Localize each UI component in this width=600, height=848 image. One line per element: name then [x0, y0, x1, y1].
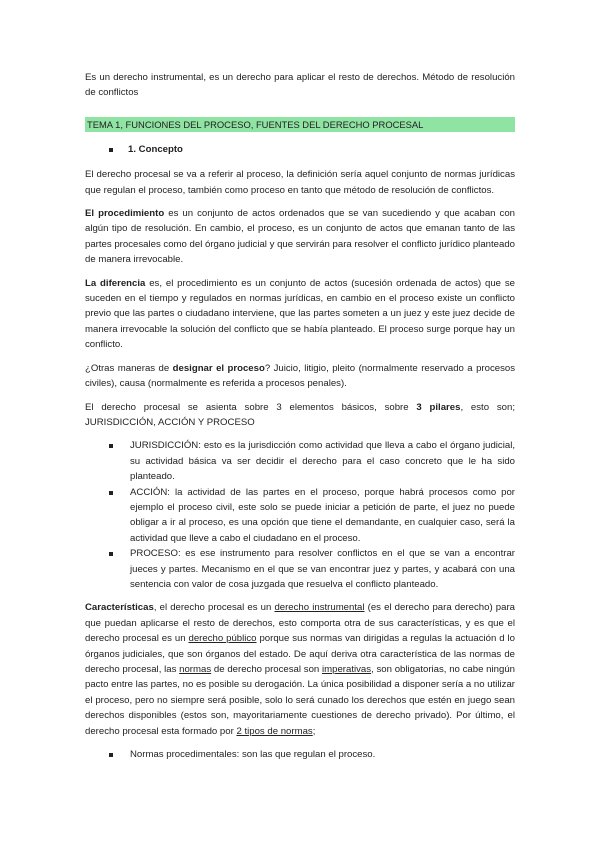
- pillars-list: [85, 438, 515, 592]
- term-diferencia: La diferencia: [85, 277, 146, 289]
- list-item-text: PROCESO: es ese instrumento para resolver conflictos en el que se van a encontrar jueces y partes. Mecanismo en el que se van encontrar juez y partes, y acabará con una sentencia con valor de cosa juzgada que resuelva el conflicto planteado.: [130, 548, 515, 590]
- list-item: [85, 438, 515, 484]
- term-designar: designar el proceso: [172, 362, 265, 374]
- bullet-icon: [109, 142, 116, 149]
- paragraph-text: ? Juicio, litigio, pleito (normalmente reservado a procesos civiles), causa (normalmente es referida a procesos penales).: [85, 362, 515, 390]
- underlined-term: derecho público: [188, 633, 257, 645]
- paragraph-text: El derecho procesal se asienta sobre 3 elementos básicos, sobre: [85, 401, 417, 413]
- list-item-text: ACCIÓN: la actividad de las partes en el proceso, porque habrá procesos como por ejemplo el proceso civil, este solo se puede iniciar a petición de parte, el juez no puede obligar a ir al proceso, es una opción que tiene el demandante, en cualquier caso, será la actividad que lleve a cabo el ciudadano en el proceso.: [130, 486, 515, 544]
- bullet-icon: [109, 485, 116, 492]
- paragraph-caracteristicas: [85, 600, 515, 739]
- document-page: [85, 70, 515, 770]
- underlined-term: 2 tipos de normas: [236, 725, 313, 737]
- tema-heading: TEMA 1, FUNCIONES DEL PROCESO, FUENTES DEL DERECHO PROCESAL: [85, 117, 515, 132]
- list-item: [85, 546, 515, 592]
- paragraph-text: , esto son; JURISDICCIÓN, ACCIÓN Y PROCESO: [85, 401, 515, 428]
- list-item-text: JURISDICCIÓN: esto es la jurisdicción como actividad que lleva a cabo el órgano judicial, su actividad básica va ser decidir el derecho para el caso concreto que le ha sido planteado.: [130, 440, 515, 483]
- paragraph-definicion: El derecho procesal se va a referir al proceso, la definición sería aquel conjunto de normas jurídicas que regulan el proceso, también como proceso en tanto que método de resolución de conflictos.: [85, 169, 515, 196]
- bullet-icon: [109, 546, 116, 553]
- paragraph-text: porque sus normas van dirigidas a regulas la actuación d lo órganos judiciales, que son órganos del estado. De aquí deriva otra característica de las normas de derecho procesal, las: [85, 633, 515, 675]
- paragraph-designar: [85, 361, 515, 392]
- underlined-term: normas: [179, 664, 212, 675]
- paragraph-procedimiento: [85, 206, 515, 268]
- list-item-text: Normas procedimentales: son las que regulan el proceso.: [130, 749, 376, 761]
- paragraph-pilares: [85, 400, 515, 431]
- paragraph-text: (es el derecho para derecho) para que puedan aplicarse el resto de derechos, esto comporta otra de sus características, y es que el derecho procesal es un: [85, 602, 515, 645]
- paragraph-diferencia: [85, 276, 515, 353]
- concepto-item: [85, 142, 515, 157]
- bullet-icon: [109, 438, 116, 445]
- paragraph-text: es un conjunto de actos ordenados que se van sucediendo y que acaban con algún tipo de resolución. En cambio, el proceso, es un conjunto de actos que emanan tanto de las partes procesales como del órgano judicial y que servirán para resolver el conflicto jurídico planteado de manera irrevocable.: [85, 208, 516, 266]
- bullet-icon: [109, 747, 116, 754]
- underlined-term: derecho instrumental: [274, 602, 365, 614]
- term-pilares: 3 pilares: [416, 401, 461, 413]
- paragraph-text: , son obligatorias, no cabe ningún pacto entre las partes, no es posible su derogación. La única posibilidad a disponer sería a no utilizar el proceso, pero no siempre será posible, solo lo será cunado los derechos que estén en juego sean derechos disponibles (estos son, mayoritariamente cuestiones de derecho privado). Por último, el derecho procesal esta formado por: [85, 664, 515, 737]
- concepto-heading: 1. Concepto: [128, 143, 183, 155]
- list-item: [85, 747, 515, 762]
- paragraph-text: ;: [312, 725, 316, 737]
- intro-paragraph: Es un derecho instrumental, es un derecho para aplicar el resto de derechos. Método de resolución de conflictos: [85, 72, 515, 99]
- paragraph-text: , el derecho procesal es un: [153, 602, 275, 614]
- paragraph-text: ¿Otras maneras de: [85, 362, 173, 374]
- paragraph-text: es, el procedimiento es un conjunto de actos (sucesión ordenada de actos) que se suceden en el tiempo y regulados en normas jurídicas, en cambio en el proceso existe un conflicto previo que las partes o ciudadano interviene, que las partes someten a un juez y este juez decide de manera irrevocable la solución del conflicto que se había planteado. El proceso surge porque hay un conflicto.: [85, 277, 515, 351]
- normas-list: [85, 747, 515, 762]
- underlined-term: imperativas: [322, 664, 372, 675]
- term-procedimiento: El procedimiento: [85, 208, 165, 220]
- term-caracteristicas: Características: [85, 602, 154, 614]
- paragraph-text: de derecho procesal son: [211, 664, 322, 675]
- list-item: [85, 485, 515, 547]
